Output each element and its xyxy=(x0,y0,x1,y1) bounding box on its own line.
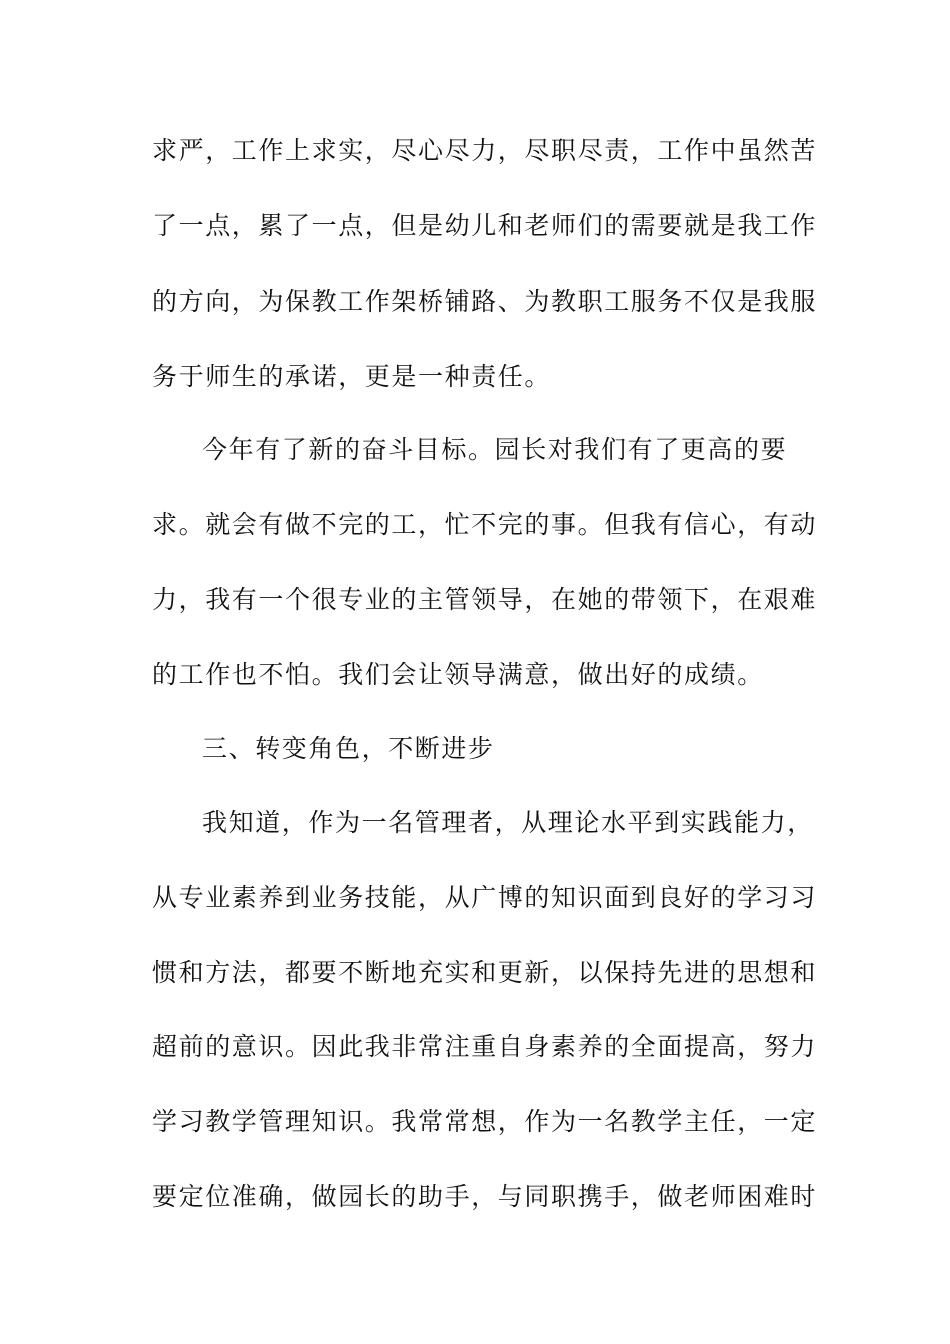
text-line: 的工作也不怕。我们会让领导满意，做出好的成绩。 xyxy=(152,660,764,689)
text-line: 超前的意识。因此我非常注重自身素养的全面提高，努力 xyxy=(152,1032,818,1061)
text-line: 求。就会有做不完的工，忙不完的事。但我有信心，有动 xyxy=(152,510,818,539)
paragraph-first-line: 今年有了新的奋斗目标。园长对我们有了更高的要 xyxy=(202,435,788,464)
text-line: 力，我有一个很专业的主管领导，在她的带领下，在艰难 xyxy=(152,585,818,614)
text-line: 务于师生的承诺，更是一种责任。 xyxy=(152,362,552,391)
paragraph-first-line: 我知道，作为一名管理者，从理论水平到实践能力， xyxy=(202,808,814,837)
section-heading: 三、转变角色，不断进步 xyxy=(202,734,495,763)
text-line: 学习教学管理知识。我常常想，作为一名教学主任，一定 xyxy=(152,1107,818,1136)
text-line: 的方向，为保教工作架桥铺路、为教职工服务不仅是我服 xyxy=(152,287,818,316)
text-line: 从专业素养到业务技能，从广博的知识面到良好的学习习 xyxy=(152,883,818,912)
text-line: 要定位准确，做园长的助手，与同职携手，做老师困难时 xyxy=(152,1182,818,1211)
text-line: 惯和方法，都要不断地充实和更新，以保持先进的思想和 xyxy=(152,958,818,987)
text-line: 求严，工作上求实，尽心尽力，尽职尽责，工作中虽然苦 xyxy=(152,136,818,165)
text-line: 了一点，累了一点，但是幼儿和老师们的需要就是我工作 xyxy=(152,211,818,240)
